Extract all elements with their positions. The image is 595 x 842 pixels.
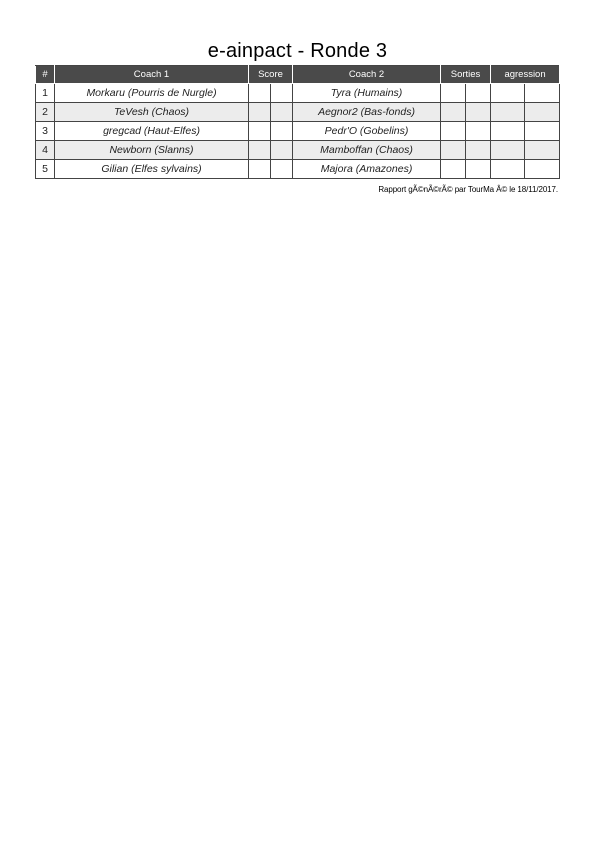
agression-cell-2 bbox=[525, 141, 560, 160]
table-row bbox=[36, 103, 560, 122]
row-num: 5 bbox=[36, 160, 55, 179]
score-cell-2 bbox=[271, 84, 293, 103]
pairings-table bbox=[35, 65, 560, 179]
row-num: 4 bbox=[36, 141, 55, 160]
agression-cell-2 bbox=[525, 122, 560, 141]
score-cell-1 bbox=[249, 160, 271, 179]
sorties-cell-1 bbox=[441, 84, 466, 103]
sorties-cell-1 bbox=[441, 160, 466, 179]
row-coach1: gregcad (Haut-Elfes) bbox=[55, 122, 249, 141]
sorties-cell-1 bbox=[441, 122, 466, 141]
table-row bbox=[36, 160, 560, 179]
header-coach2: Coach 2 bbox=[293, 66, 441, 84]
row-coach2: Tyra (Humains) bbox=[293, 84, 441, 103]
sorties-cell-2 bbox=[466, 141, 491, 160]
header-sorties: Sorties bbox=[441, 66, 491, 84]
score-cell-1 bbox=[249, 122, 271, 141]
sorties-cell-2 bbox=[466, 103, 491, 122]
sorties-cell-2 bbox=[466, 122, 491, 141]
table-header-row bbox=[36, 66, 560, 84]
agression-cell-2 bbox=[525, 160, 560, 179]
row-num: 3 bbox=[36, 122, 55, 141]
table-row bbox=[36, 122, 560, 141]
score-cell-1 bbox=[249, 84, 271, 103]
agression-cell-1 bbox=[491, 141, 525, 160]
header-score: Score bbox=[249, 66, 293, 84]
agression-cell-1 bbox=[491, 122, 525, 141]
agression-cell-2 bbox=[525, 103, 560, 122]
agression-cell-1 bbox=[491, 103, 525, 122]
row-coach1: TeVesh (Chaos) bbox=[55, 103, 249, 122]
row-coach2: Pedr'O (Gobelins) bbox=[293, 122, 441, 141]
header-coach1: Coach 1 bbox=[55, 66, 249, 84]
report-footer: Rapport gÃ©nÃ©rÃ© par TourMa Â© le 18/11/2017. bbox=[378, 185, 558, 194]
row-num: 2 bbox=[36, 103, 55, 122]
sorties-cell-1 bbox=[441, 141, 466, 160]
sorties-cell-1 bbox=[441, 103, 466, 122]
page-title: e-ainpact - Ronde 3 bbox=[207, 40, 388, 62]
agression-cell-1 bbox=[491, 160, 525, 179]
row-coach2: Majora (Amazones) bbox=[293, 160, 441, 179]
row-coach1: Morkaru (Pourris de Nurgle) bbox=[55, 84, 249, 103]
agression-cell-2 bbox=[525, 84, 560, 103]
sorties-cell-2 bbox=[466, 84, 491, 103]
score-cell-2 bbox=[271, 122, 293, 141]
agression-cell-1 bbox=[491, 84, 525, 103]
row-num: 1 bbox=[36, 84, 55, 103]
row-coach1: Newborn (Slanns) bbox=[55, 141, 249, 160]
score-cell-2 bbox=[271, 103, 293, 122]
sorties-cell-2 bbox=[466, 160, 491, 179]
header-agression: agression bbox=[491, 66, 560, 84]
table-row bbox=[36, 141, 560, 160]
row-coach1: Gilian (Elfes sylvains) bbox=[55, 160, 249, 179]
table-row bbox=[36, 84, 560, 103]
row-coach2: Aegnor2 (Bas-fonds) bbox=[293, 103, 441, 122]
row-coach2: Mamboffan (Chaos) bbox=[293, 141, 441, 160]
score-cell-2 bbox=[271, 141, 293, 160]
score-cell-2 bbox=[271, 160, 293, 179]
score-cell-1 bbox=[249, 141, 271, 160]
header-num: # bbox=[36, 66, 55, 84]
score-cell-1 bbox=[249, 103, 271, 122]
